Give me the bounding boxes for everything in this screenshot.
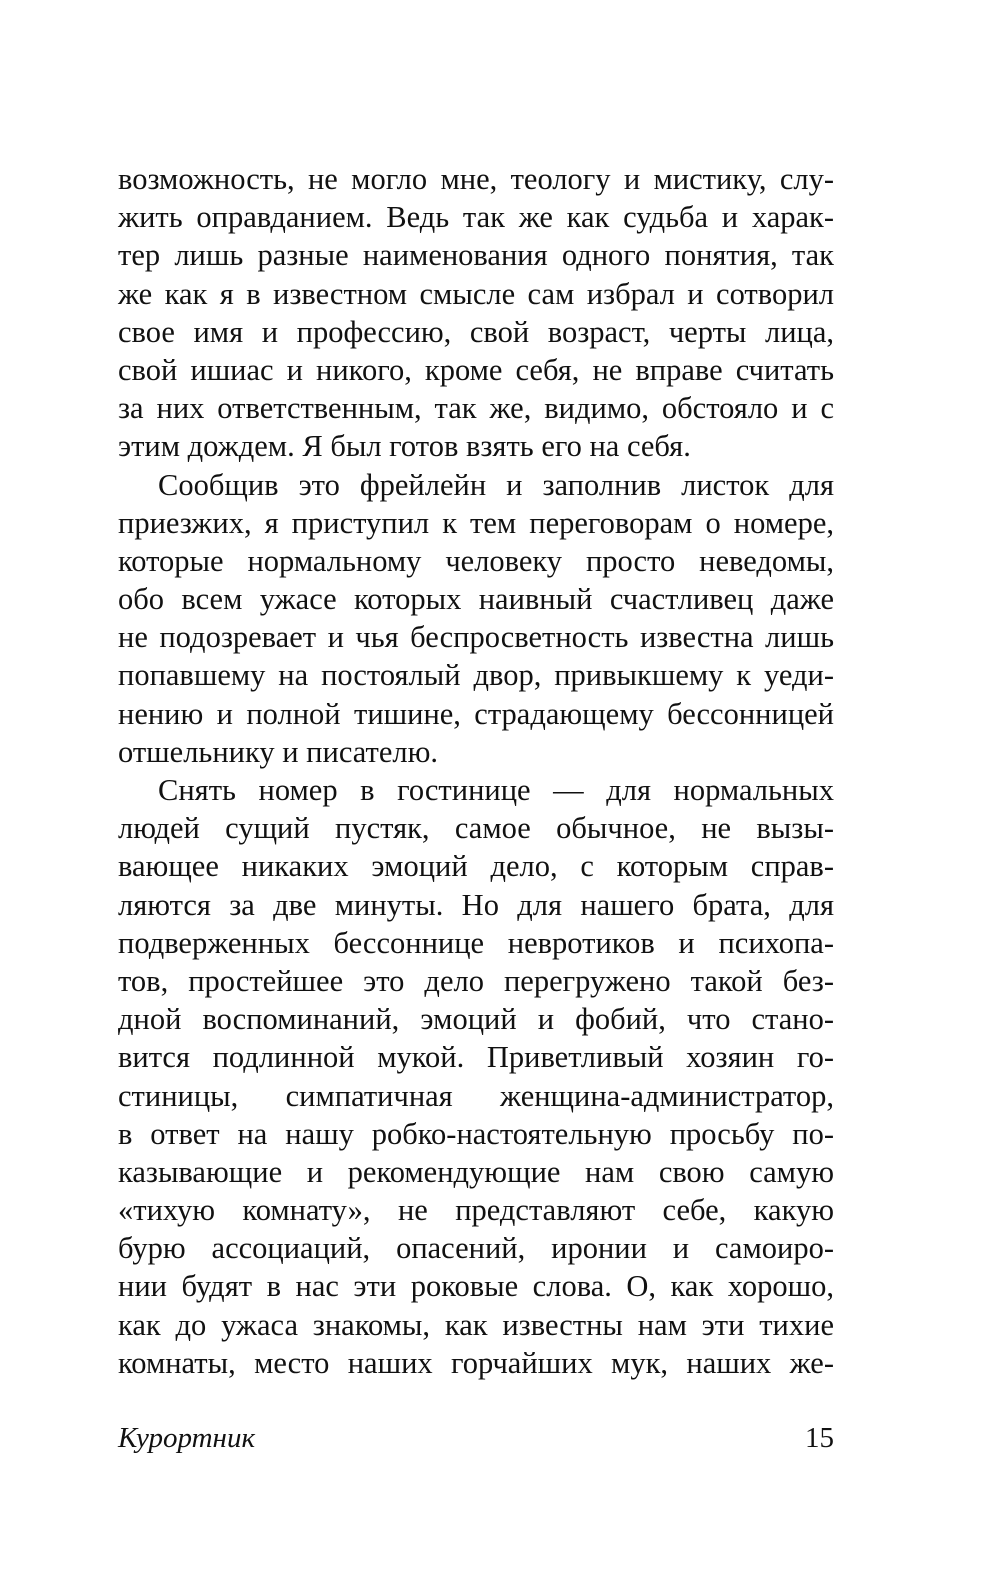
page-body: [118, 160, 834, 1382]
text-line: стиницы, симпатичная женщина-администратор,: [118, 1078, 834, 1113]
text-line: в ответ на нашу робко-настоятельную просьбу по-: [118, 1116, 834, 1151]
text-line: же как я в известном смысле сам избрал и сотворил: [118, 276, 834, 311]
text-line: вится подлинной мукой. Приветливый хозяин го-: [118, 1040, 834, 1075]
text-line: Сообщив это фрейлейн и заполнив листок для: [158, 467, 834, 502]
text-line: ляются за две минуты. Но для нашего брата, для: [118, 887, 834, 922]
text-line: людей сущий пустяк, самое обычное, не вызы-: [118, 811, 834, 846]
text-line: нии будят в нас эти роковые слова. О, как хорошо,: [118, 1269, 834, 1304]
page-number: 15: [805, 1422, 834, 1454]
text-line: попавшему на постоялый двор, привыкшему к уеди-: [118, 658, 834, 693]
running-title: Курортник: [118, 1422, 256, 1454]
text-line: этим дождем. Я был готов взять его на себя.: [118, 429, 691, 464]
text-line: вающее никаких эмоций дело, с которым справ-: [118, 849, 834, 884]
text-line: возможность, не могло мне, теологу и мистику, слу-: [118, 162, 834, 196]
text-line: приезжих, я приступил к тем переговорам о номере,: [118, 505, 834, 540]
page-footer: [118, 1418, 834, 1458]
text-line: казывающие и рекомендующие нам свою самую: [118, 1154, 834, 1189]
text-line: обо всем ужасе которых наивный счастливец даже: [118, 582, 834, 617]
text-line: тер лишь разные наименования одного понятия, так: [118, 238, 834, 273]
text-line: свой ишиас и никого, кроме себя, не вправе считать: [118, 352, 834, 387]
text-line: бурю ассоциаций, опасений, иронии и самоиро-: [118, 1231, 834, 1266]
text-line: которые нормальному человеку просто неведомы,: [118, 543, 834, 578]
text-line: «тихую комнату», не представляют себе, какую: [118, 1193, 834, 1228]
text-line: свое имя и профессию, свой возраст, черты лица,: [118, 314, 834, 349]
text-line: как до ужаса знакомы, как известны нам эти тихие: [118, 1307, 834, 1342]
text-line: комнаты, место наших горчайших мук, наших же-: [118, 1345, 834, 1380]
text-line: за них ответственным, так же, видимо, обстояло и с: [118, 391, 834, 426]
text-line: не подозревает и чья беспросветность известна лишь: [118, 620, 834, 655]
text-line: Снять номер в гостинице — для нормальных: [158, 773, 834, 807]
text-line: нению и полной тишине, страдающему бессонницей: [118, 696, 834, 731]
text-line: дной воспоминаний, эмоций и фобий, что стано-: [118, 1002, 834, 1037]
text-line: тов, простейшее это дело перегружено такой без-: [118, 963, 834, 998]
text-line: жить оправданием. Ведь так же как судьба и харак-: [118, 200, 834, 235]
text-line: подверженных бессоннице невротиков и психопа-: [118, 925, 834, 960]
text-line: отшельнику и писателю.: [118, 734, 438, 769]
